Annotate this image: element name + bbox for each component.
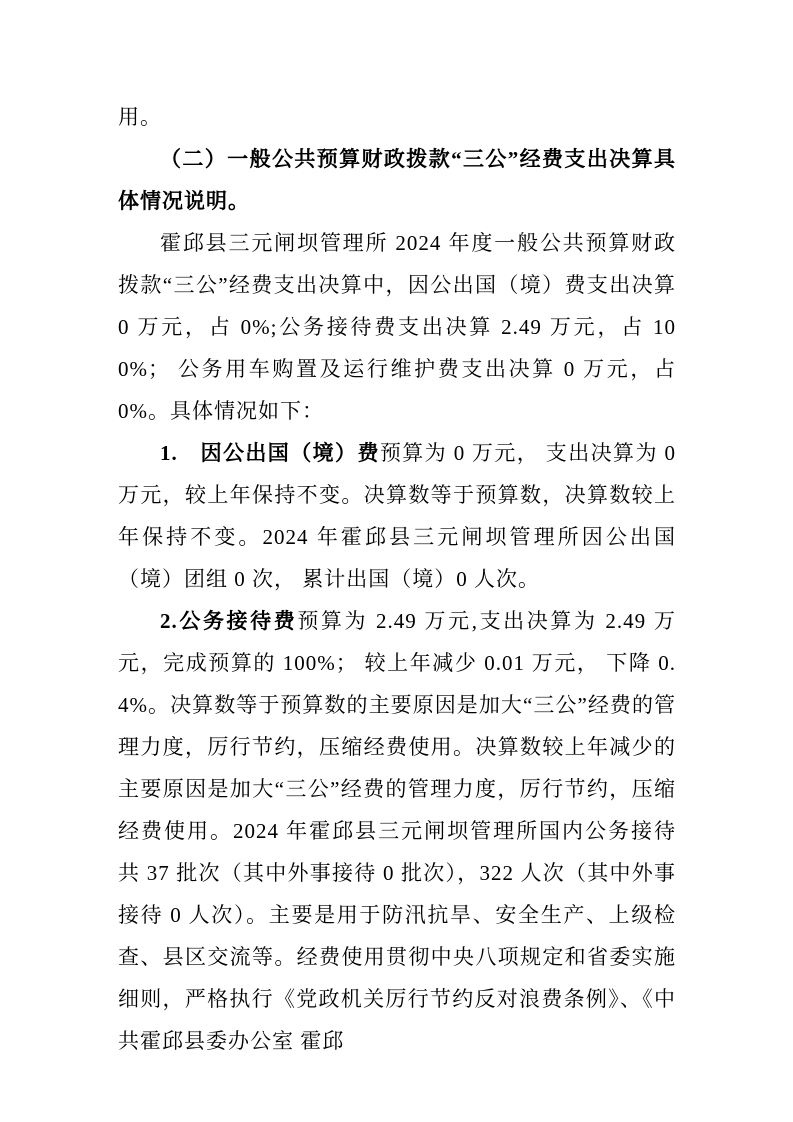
paragraph-item-1 — [118, 432, 676, 600]
item-2-label: 2.公务接待费 — [160, 609, 298, 633]
item-1-label: 1. 因公出国（境）费 — [160, 441, 380, 465]
section-heading — [118, 138, 676, 222]
body-text: 预算为 0 万元， 支出决算为 0 万元，较上年保持不变。决算数等于预算数，决算数较上年保持不变。2024 年霍邱县三元闸坝管理所因公出国（境）团组 0 次， 累计出国（境）0 人次。 — [118, 441, 677, 591]
section-heading-text: （二）一般公共预算财政拨款“三公”经费支出决算具体情况说明。 — [118, 147, 676, 213]
body-text: 霍邱县三元闸坝管理所 2024 年度一般公共预算财政拨款“三公”经费支出决算中，因公出国（境）费支出决算 0 万元，占 0%;公务接待费支出决算 2.49 万元，占 100%； 公务用车购置及运行维护费支出决算 0 万元，占 0%。具体情况如下： — [118, 231, 676, 423]
paragraph-item-2 — [118, 600, 676, 1062]
paragraph-continuation — [118, 96, 676, 138]
paragraph-overview — [118, 222, 676, 432]
body-text: 用。 — [118, 105, 162, 129]
body-text: 预算为 2.49 万元,支出决算为 2.49 万元，完成预算的 100%； 较上年减少 0.01 万元， 下降 0.4%。决算数等于预算数的主要原因是加大“三公”经费的管理力度，厉行节约，压缩经费使用。决算数较上年减少的主要原因是加大“三公”经费的管理力度，厉行节约，压缩经费使用。2024 年霍邱县三元闸坝管理所国内公务接待共 37 批次（其中外事接待 0 批次），322 人次（其中外事接待 0 人次）。主要是用于防汛抗旱、安全生产、上级检查、县区交流等。经费使用贯彻中央八项规定和省委实施细则，严格执行《党政机关厉行节约反对浪费条例》、《中共霍邱县委办公室 霍邱 — [118, 609, 677, 1053]
